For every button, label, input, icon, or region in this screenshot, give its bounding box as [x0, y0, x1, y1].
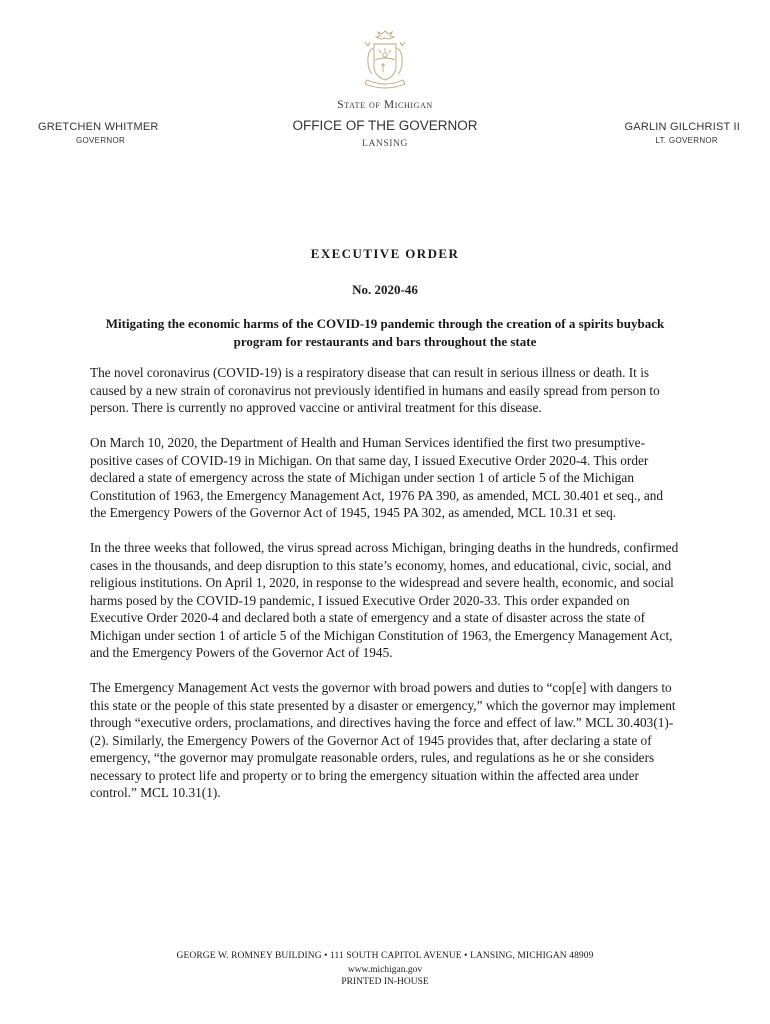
footer-address: GEORGE W. ROMNEY BUILDING • 111 SOUTH CAPITOL AVENUE • LANSING, MICHIGAN 48909	[176, 951, 594, 961]
order-subject: Mitigating the economic harms of the COVID-19 pandemic through the creation of a spirits buyback program for restaurants and bars throughout the state	[105, 316, 665, 349]
body-paragraph: On March 10, 2020, the Department of Health and Human Services identified the first two presumptive-positive cases of COVID-19 in Michigan. On that same day, I issued Executive Order 2020-4. This order declared a state of emergency across the state of Michigan under section 1 of article 5 of the Michigan Constitution of 1963, the Emergency Management Act, 1976 PA 390, as amended, MCL 30.401 et seq., and the Emergency Powers of the Governor Act of 1945, 1945 PA 302, as amended, MCL 10.31 et seq.	[90, 435, 664, 520]
city-name: LANSING	[362, 139, 408, 149]
state-name: State of Michigan	[337, 99, 433, 111]
document-title: EXECUTIVE ORDER	[310, 246, 460, 261]
body-paragraph: The novel coronavirus (COVID-19) is a respiratory disease that can result in serious illness or death. It is caused by a new strain of coronavirus not previously identified in humans and easily spread from person to person. There is currently no approved vaccine or antiviral treatment for this disease.	[90, 365, 660, 415]
michigan-seal-icon	[359, 28, 411, 94]
lt-governor-title: LT. GOVERNOR	[655, 136, 718, 145]
footer-printed: PRINTED IN-HOUSE	[341, 977, 429, 987]
governor-name: GRETCHEN WHITMER	[38, 121, 159, 133]
body-paragraph: In the three weeks that followed, the virus spread across Michigan, bringing deaths in the hundreds, confirmed cases in the thousands, and deep disruption to this state’s economy, homes, and educational, civic, social, and religious institutions. On April 1, 2020, in response to the widespread and severe health, economic, and social harms posed by the COVID-19 pandemic, I issued Executive Order 2020-33. This order expanded on Executive Order 2020-4 and declared both a state of emergency and a state of disaster across the state of Michigan under section 1 of article 5 of the Michigan Constitution of 1963, the Emergency Management Act, and the Emergency Powers of the Governor Act of 1945.	[90, 540, 679, 660]
office-title: OFFICE OF THE GOVERNOR	[292, 118, 478, 133]
governor-title: GOVERNOR	[76, 136, 126, 145]
body-paragraph: The Emergency Management Act vests the governor with broad powers and duties to “cop[e] with dangers to this state or the people of this state presented by a disaster or emergency,” which the governor may implement through “executive orders, proclamations, and directives having the force and effect of law.” MCL 30.403(1)-(2). Similarly, the Emergency Powers of the Governor Act of 1945 provides that, after declaring a state of emergency, “the governor may promulgate reasonable orders, rules, and regulations as he or she considers necessary to protect life and property or to bring the emergency situation within the affected area under control.” MCL 10.31(1).	[90, 680, 676, 800]
order-body	[90, 364, 682, 819]
footer-website: www.michigan.gov	[347, 965, 423, 975]
order-number: No. 2020-46	[352, 282, 418, 297]
lt-governor-name: GARLIN GILCHRIST II	[624, 121, 740, 133]
